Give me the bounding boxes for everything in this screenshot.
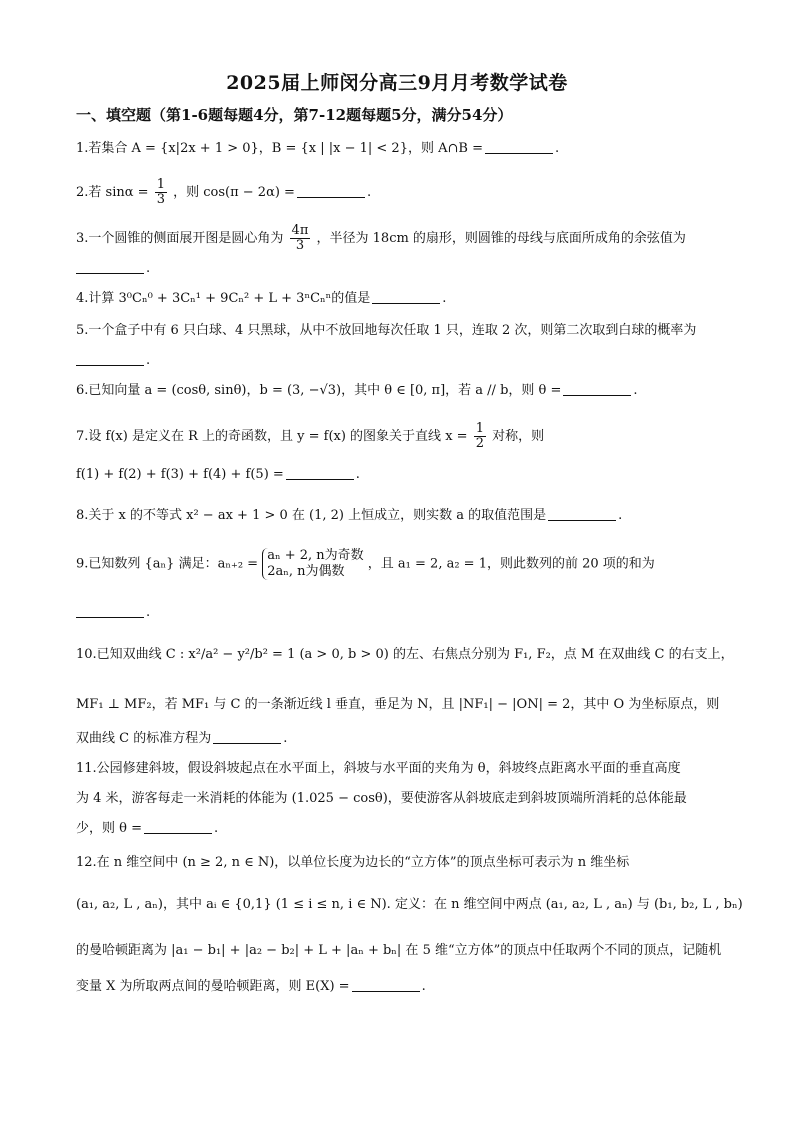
answer-blank-2[interactable] bbox=[297, 196, 365, 198]
question-11-line-1: 11.公园修建斜坡，假设斜坡起点在水平面上，斜坡与水平面的夹角为 θ，斜坡终点距离水平面的垂直高度 bbox=[76, 761, 681, 776]
question-4: 4.计算 3⁰Cₙ⁰ + 3Cₙ¹ + 9Cₙ² + L + 3ⁿCₙⁿ的值是 . bbox=[76, 291, 447, 306]
question-6: 6.已知向量 a = (cosθ, sinθ)，b = (3, −√3)，其中 θ ∈ [0, π]，若 a // b，则 θ = . bbox=[76, 383, 638, 398]
piecewise-case-2: 2aₙ, n为偶数 bbox=[267, 564, 345, 579]
question-8: 8.关于 x 的不等式 x² − ax + 1 > 0 在 (1, 2) 上恒成立，则实数 a 的取值范围是 . bbox=[76, 508, 623, 523]
fraction: $\frac{1}{3}$ bbox=[156, 177, 165, 207]
page-title: 2025届上师闵分高三9月月考数学试卷 bbox=[226, 72, 568, 94]
question-3-suffix: ，半径为 18cm 的扇形，则圆锥的母线与底面所成角的余弦值为 bbox=[316, 231, 686, 246]
question-9 bbox=[76, 548, 718, 580]
question-12-line-2-text: (a₁, a₂, L , aₙ)，其中 aᵢ ∈ {0,1} (1 ≤ i ≤ n, i ∈ N). 定义：在 n 维空间中两点 (a₁, a₂, L , aₙ) 与 (b₁, b₂, L , bₙ) bbox=[76, 897, 743, 912]
question-3-prefix: 3.一个圆锥的侧面展开图是圆心角为 bbox=[76, 231, 284, 246]
question-10-line-3-text: 双曲线 C 的标准方程为 bbox=[76, 731, 212, 746]
answer-blank-9[interactable] bbox=[76, 616, 144, 618]
question-9-prefix: 9.已知数列 {aₙ} 满足：aₙ₊₂ = bbox=[76, 556, 259, 572]
question-1-text: 1.若集合 A = {x|2x + 1 > 0}，B = {x | |x − 1| < 2}，则 A∩B = bbox=[76, 141, 483, 156]
question-6-text: 6.已知向量 a = (cosθ, sinθ)，b = (3, −√3)，其中 θ ∈ [0, π]，若 a // b，则 θ = bbox=[76, 383, 562, 398]
answer-blank-12[interactable] bbox=[352, 990, 420, 992]
question-1: 1.若集合 A = {x|2x + 1 > 0}，B = {x | |x − 1| < 2}，则 A∩B = . bbox=[76, 141, 560, 156]
question-2: 2.若 sinα = $\frac{1}{3}$ ，则 cos(π − 2α) = . bbox=[76, 177, 372, 207]
question-5 bbox=[76, 322, 718, 340]
question-10-line-2-text: MF₁ ⊥ MF₂，若 MF₁ 与 C 的一条渐近线 l 垂直，垂足为 N，且 |NF₁| − |ON| = 2，其中 O 为坐标原点，则 bbox=[76, 697, 720, 712]
answer-blank-1[interactable] bbox=[485, 152, 553, 154]
question-12-line-4-text: 变量 X 为所取两点间的曼哈顿距离，则 E(X) = bbox=[76, 979, 350, 994]
question-5-text: 5.一个盒子中有 6 只白球、4 只黑球，从中不放回地每次任取 1 只，连取 2 次，则第二次取到白球的概率为 bbox=[76, 323, 697, 338]
question-12-line-1: 12.在 n 维空间中 (n ≥ 2, n ∈ N)，以单位长度为边长的“立方体”的顶点坐标可表示为 n 维坐标 bbox=[76, 855, 630, 870]
section-heading: 一、填空题（第1-6题每题4分，第7-12题每题5分，满分54分） bbox=[76, 106, 513, 124]
question-9-answer-line: . bbox=[76, 604, 718, 622]
answer-blank-4[interactable] bbox=[372, 302, 440, 304]
piecewise-case-1: aₙ + 2, n为奇数 bbox=[267, 548, 364, 563]
fraction: $\frac{4\pi}{3}$ bbox=[291, 223, 309, 253]
question-2-suffix: ，则 cos(π − 2α) = bbox=[173, 185, 295, 200]
question-2-prefix: 2.若 sinα = bbox=[76, 185, 149, 200]
question-7-prefix: 7.设 f(x) 是定义在 R 上的奇函数，且 y = f(x) 的图象关于直线 x = bbox=[76, 429, 468, 444]
question-3-answer-line: . bbox=[76, 260, 718, 278]
answer-blank-3[interactable] bbox=[76, 272, 144, 274]
question-7-expression: f(1) + f(2) + f(3) + f(4) + f(5) = bbox=[76, 467, 284, 482]
question-7 bbox=[76, 422, 718, 451]
question-5-answer-line: . bbox=[76, 352, 718, 370]
question-12 bbox=[76, 854, 718, 872]
question-11-line-2 bbox=[76, 790, 718, 808]
question-10-line-2 bbox=[76, 696, 718, 714]
question-11 bbox=[76, 760, 718, 778]
question-4-text: 4.计算 3⁰Cₙ⁰ + 3Cₙ¹ + 9Cₙ² + L + 3ⁿCₙⁿ的值是 bbox=[76, 291, 371, 306]
question-10-line-3: 双曲线 C 的标准方程为 . bbox=[76, 731, 288, 746]
question-11-line-2-text: 为 4 米，游客每走一米消耗的体能为 (1.025 − cosθ)，要使游客从斜坡底走到斜坡顶端所消耗的总体能最 bbox=[76, 791, 687, 806]
answer-blank-5[interactable] bbox=[76, 364, 144, 366]
answer-blank-8[interactable] bbox=[548, 519, 616, 521]
question-11-line-3-text: 少，则 θ = bbox=[76, 821, 142, 836]
question-9-suffix: ，且 a₁ = 2, a₂ = 1，则此数列的前 20 项的和为 bbox=[367, 556, 655, 572]
question-12-line-3-text: 的曼哈顿距离为 |a₁ − b₁| + |a₂ − b₂| + L + |aₙ + bₙ| 在 5 维“立方体”的顶点中任取两个不同的顶点，记随机 bbox=[76, 943, 722, 958]
question-7-suffix: 对称，则 bbox=[492, 429, 545, 444]
question-3 bbox=[76, 224, 718, 253]
question-8-text: 8.关于 x 的不等式 x² − ax + 1 > 0 在 (1, 2) 上恒成立，则实数 a 的取值范围是 bbox=[76, 508, 547, 523]
question-12-line-4: 变量 X 为所取两点间的曼哈顿距离，则 E(X) = . bbox=[76, 979, 426, 994]
fraction: $\frac{1}{2}$ bbox=[475, 421, 484, 451]
question-12-line-3 bbox=[76, 942, 722, 960]
question-7-line-2: f(1) + f(2) + f(3) + f(4) + f(5) = . bbox=[76, 467, 360, 482]
question-11-line-3: 少，则 θ = . bbox=[76, 821, 219, 836]
answer-blank-6[interactable] bbox=[563, 394, 631, 396]
question-12-line-2 bbox=[76, 896, 743, 914]
question-10-line-1: 10.已知双曲线 C : x²/a² − y²/b² = 1 (a > 0, b > 0) 的左、右焦点分别为 F₁, F₂，点 M 在双曲线 C 的右支上， bbox=[76, 647, 734, 662]
answer-blank-10[interactable] bbox=[213, 742, 281, 744]
answer-blank-7[interactable] bbox=[286, 478, 354, 480]
question-10 bbox=[76, 646, 734, 664]
answer-blank-11[interactable] bbox=[144, 832, 212, 834]
piecewise-brace bbox=[262, 548, 363, 580]
